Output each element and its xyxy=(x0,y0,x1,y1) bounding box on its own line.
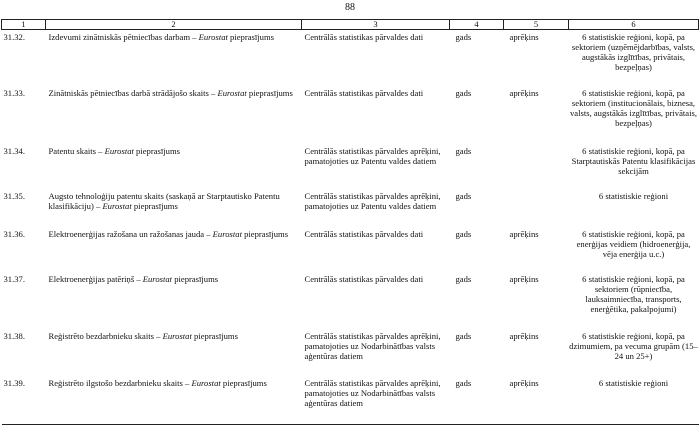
periodicity: gads xyxy=(455,330,472,341)
table-row xyxy=(2,86,699,144)
table-row xyxy=(2,272,699,329)
indicator-name: Elektroenerģijas ražošana un ražošanas jauda – Eurostat pieprasījums xyxy=(48,228,289,239)
table-row xyxy=(2,144,699,189)
data-source: Centrālās statistikas pārvaldes dati xyxy=(304,32,424,42)
data-source: Centrālās statistikas pārvaldes aprēķini, pamatojoties uz Patentu valdes datiem xyxy=(304,145,441,166)
row-number: 31.38. xyxy=(3,330,25,341)
method: aprēķins xyxy=(509,273,539,284)
periodicity: gads xyxy=(455,87,472,98)
breakdown: 6 statistiskie reģioni, kopā, pa sektoriem (uzņēmējdarbības, valsts, augstākās izglītības, privātais, bezpeļņas) xyxy=(571,32,696,72)
method: aprēķins xyxy=(509,228,539,239)
data-source: Centrālās statistikas pārvaldes aprēķini, pamatojoties uz Nodarbinātības valsts aģentūras datiem xyxy=(302,376,450,425)
periodicity: gads xyxy=(450,376,504,425)
column-header: 6 xyxy=(569,20,699,30)
row-number: 31.32. xyxy=(3,32,25,42)
method: aprēķins xyxy=(509,87,539,98)
indicator-name: Reģistrēto bezdarbnieku skaits – Eurostat pieprasījums xyxy=(48,330,238,341)
indicator-name: Zinātniskās pētniecības darbā strādājošo skaits – Eurostat pieprasījums xyxy=(48,87,293,98)
periodicity: gads xyxy=(455,145,472,156)
method: aprēķins xyxy=(509,330,539,341)
breakdown: 6 statistiskie reģioni, kopā, pa sektoriem (institucionālais, biznesa, valsts, augstākās izglītības, privātais, bezpeļņas) xyxy=(570,87,697,128)
data-source: Centrālās statistikas pārvaldes aprēķini, pamatojoties uz Patentu valdes datiem xyxy=(304,190,441,211)
periodicity: gads xyxy=(455,190,472,201)
breakdown: 6 statistiskie reģioni xyxy=(598,190,669,201)
row-number: 31.33. xyxy=(3,87,25,98)
breakdown: 6 statistiskie reģioni, kopā, pa sektoriem (rūpniecība, lauksaimniecība, transports, enerģētika, pakalpojumi) xyxy=(582,273,685,314)
method: aprēķins xyxy=(509,32,539,42)
table-row xyxy=(2,227,699,272)
method xyxy=(504,144,569,189)
breakdown: 6 statistiskie reģioni, kopā, pa enerģijas veidiem (hidroenerģija, vēja enerģija u.c.) xyxy=(576,228,691,259)
data-source: Centrālās statistikas pārvaldes dati xyxy=(304,228,424,239)
indicator-name: Izdevumi zinātniskās pētniecības darbam – Eurostat pieprasījums xyxy=(48,32,274,42)
row-number: 31.39. xyxy=(2,376,46,425)
indicator-name: Reģistrēto ilgstošo bezdarbnieku skaits – Eurostat pieprasījums xyxy=(46,376,302,425)
table-header-row xyxy=(2,20,699,30)
table-row xyxy=(2,30,699,86)
column-header: 5 xyxy=(504,20,569,30)
periodicity: gads xyxy=(455,273,472,284)
periodicity: gads xyxy=(455,228,472,239)
table-row xyxy=(2,189,699,227)
periodicity: gads xyxy=(455,32,472,42)
column-header: 2 xyxy=(46,20,302,30)
breakdown: 6 statistiskie reģioni, kopā, pa dzimumiem, pa vecuma grupām (15–24 un 25+) xyxy=(569,330,698,361)
indicator-name: Patentu skaits – Eurostat pieprasījums xyxy=(48,145,180,156)
row-number: 31.36. xyxy=(3,228,25,239)
method: aprēķins xyxy=(504,376,569,425)
column-header: 3 xyxy=(302,20,450,30)
table-row xyxy=(2,329,699,376)
breakdown: 6 statistiskie reģioni xyxy=(569,376,699,425)
row-number: 31.37. xyxy=(3,273,25,284)
column-header: 1 xyxy=(2,20,46,30)
method xyxy=(504,189,569,227)
column-header: 4 xyxy=(450,20,504,30)
data-source: Centrālās statistikas pārvaldes dati xyxy=(304,273,424,284)
indicator-name: Elektroenerģijas patēriņš – Eurostat pieprasījums xyxy=(48,273,219,284)
page-number: 88 xyxy=(345,2,355,13)
table-row xyxy=(2,376,699,425)
row-number: 31.34. xyxy=(3,145,25,156)
data-source: Centrālās statistikas pārvaldes aprēķini, pamatojoties uz Nodarbinātības valsts aģentūras datiem xyxy=(304,330,441,361)
data-source: Centrālās statistikas pārvaldes dati xyxy=(304,87,424,98)
row-number: 31.35. xyxy=(3,190,25,201)
indicator-table xyxy=(1,19,699,425)
breakdown: 6 statistiskie reģioni, kopā, pa Starptautiskās Patentu klasifikācijas sekcijām xyxy=(571,145,696,176)
indicator-name: Augsto tehnoloģiju patentu skaits (saskaņā ar Starptautisko Patentu klasifikāciju) – Eurostat pieprasījums xyxy=(48,190,280,211)
